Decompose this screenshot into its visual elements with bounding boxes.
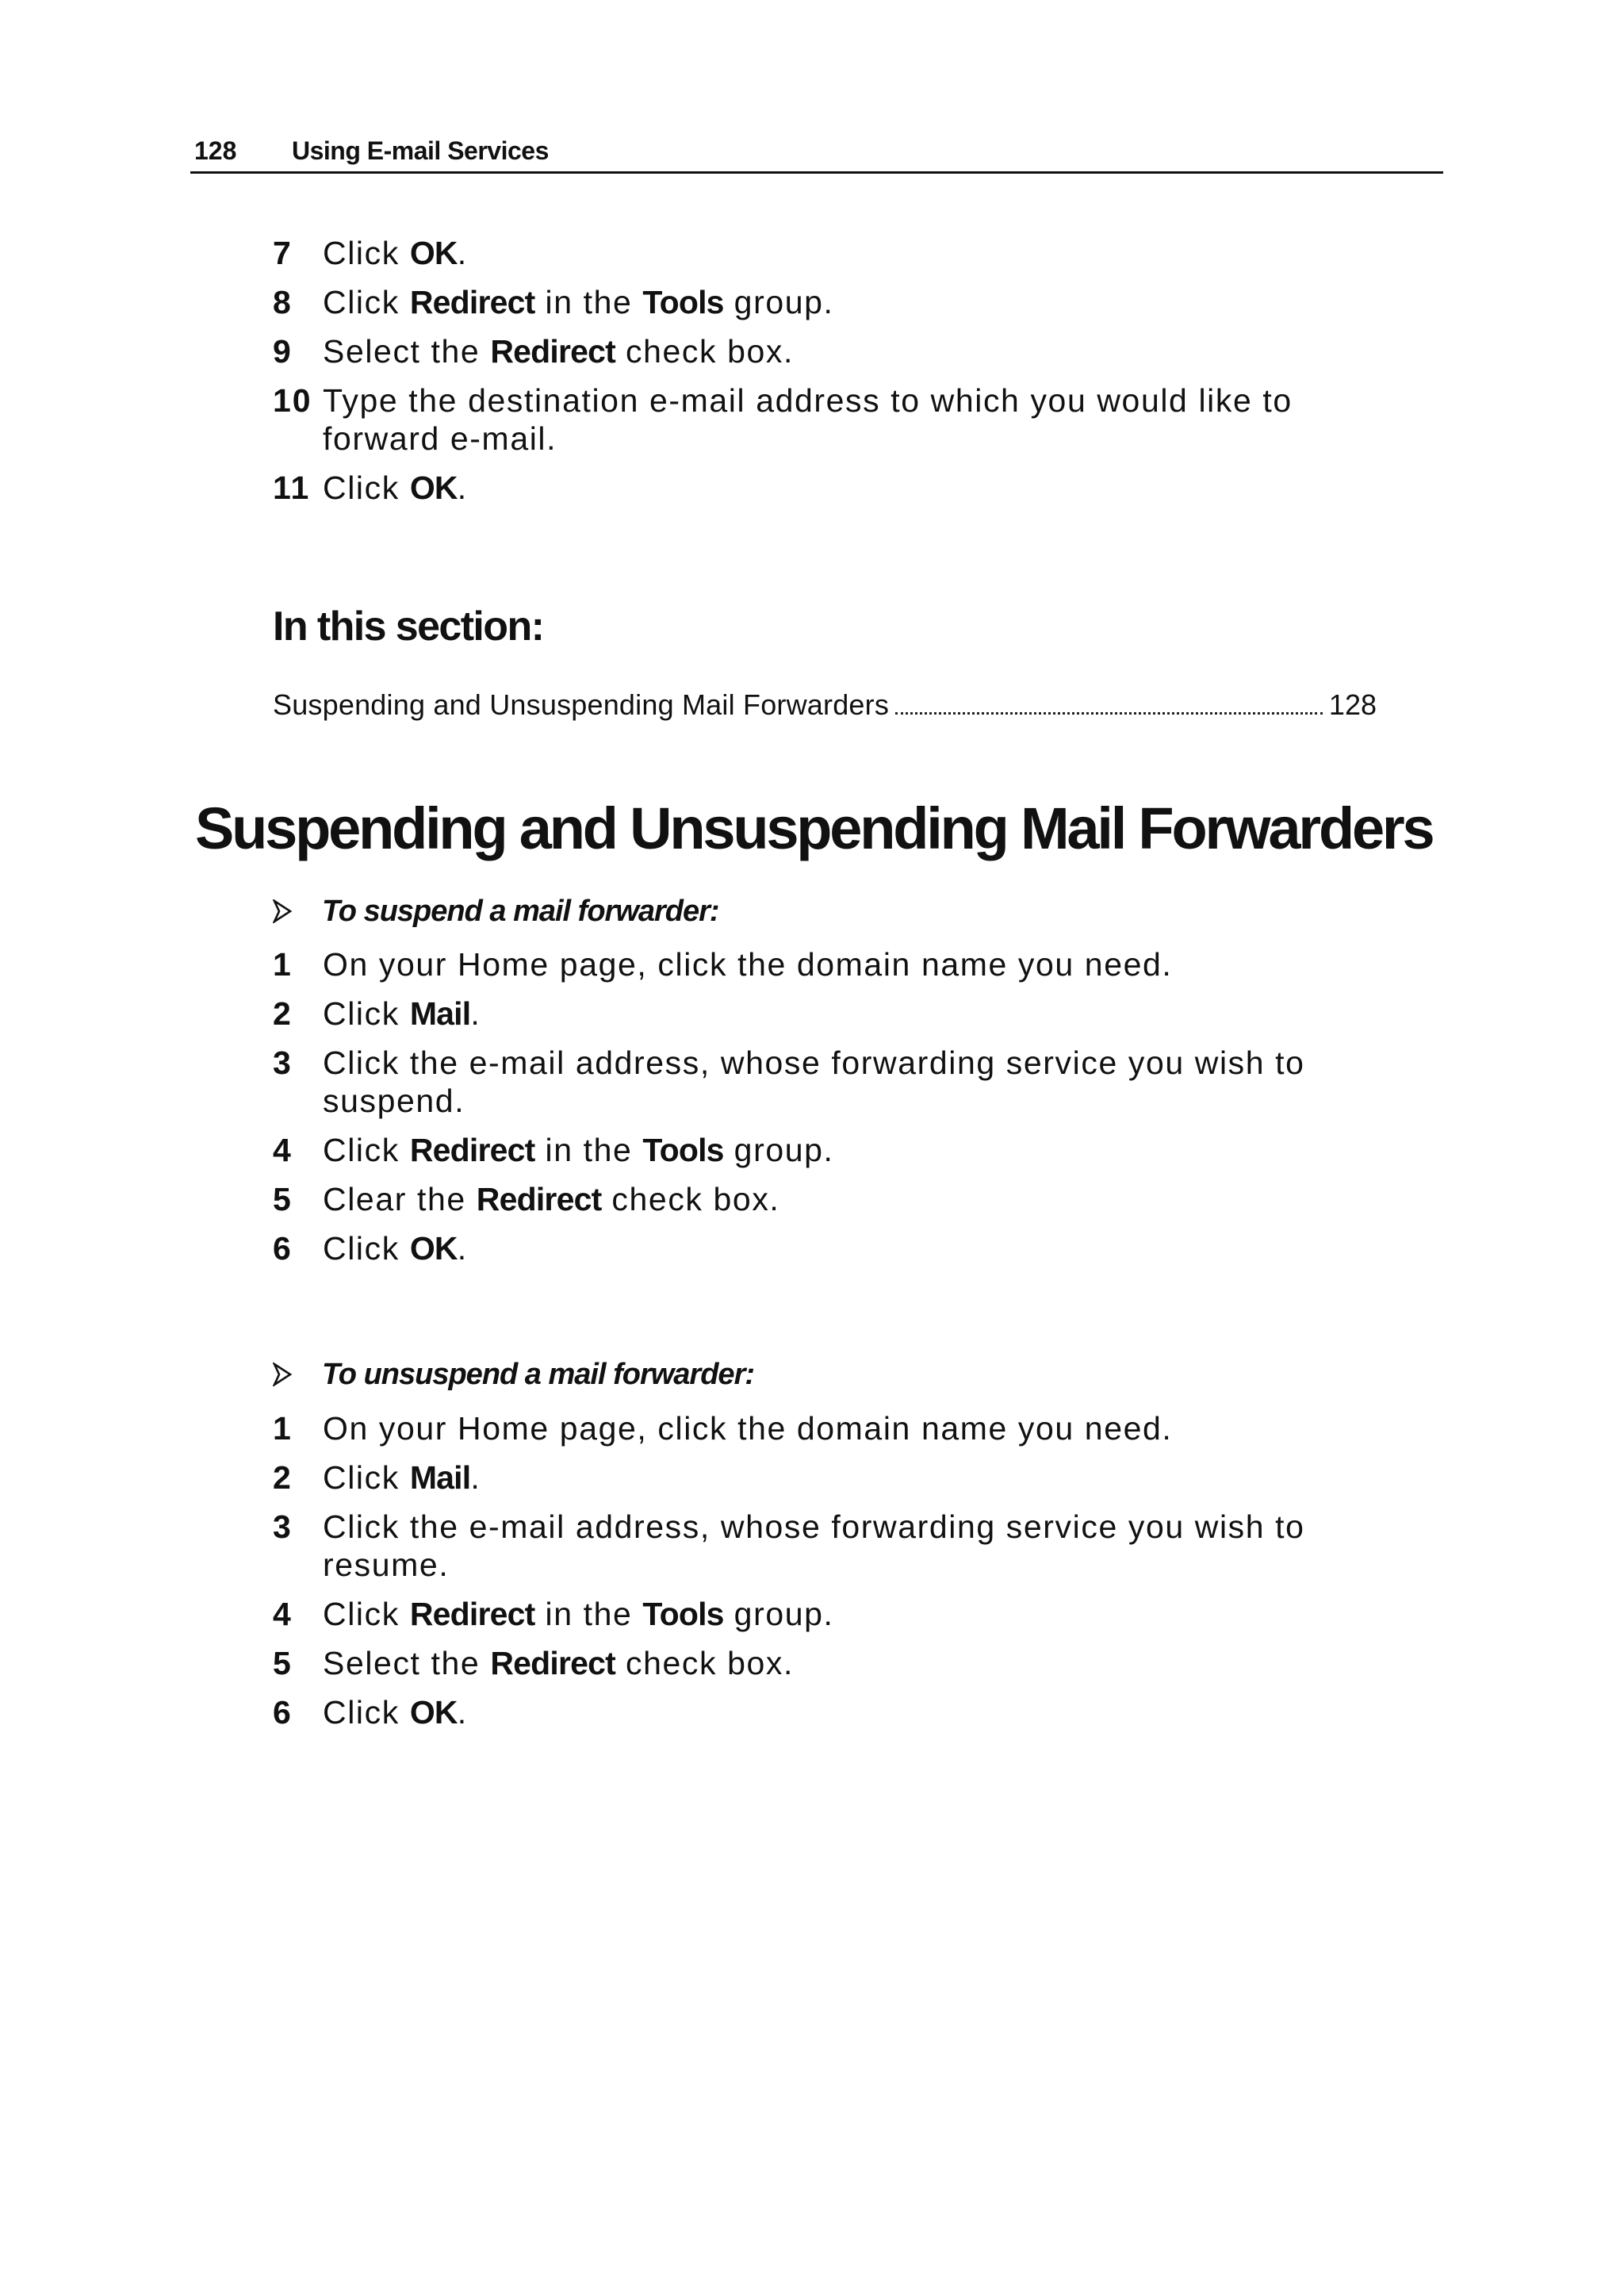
step-text: Click the e-mail address, whose forwarding service you wish to resume. xyxy=(323,1508,1305,1583)
list-item xyxy=(273,1458,1399,1508)
step-text: Click Redirect in the Tools group. xyxy=(323,284,834,320)
ui-term: Tools xyxy=(642,284,724,320)
list-item xyxy=(273,995,1399,1044)
step-text: Click Mail. xyxy=(323,1459,481,1496)
step-number: 1 xyxy=(273,946,292,983)
step-text: Click OK. xyxy=(323,1230,468,1267)
step-number: 4 xyxy=(273,1132,292,1168)
step-number: 11 xyxy=(273,470,311,506)
arrowhead-bullet-icon xyxy=(273,1363,292,1386)
step-number: 4 xyxy=(273,1596,292,1632)
procedure-title-suspend xyxy=(273,895,719,929)
step-text: Click Redirect in the Tools group. xyxy=(323,1596,834,1632)
list-item xyxy=(273,1180,1399,1229)
list-item xyxy=(273,1508,1399,1595)
list-item xyxy=(273,1131,1399,1180)
step-number: 3 xyxy=(273,1045,292,1081)
in-this-section-heading: In this section: xyxy=(273,604,544,650)
step-number: 7 xyxy=(273,235,292,271)
step-text: Click OK. xyxy=(323,235,468,271)
toc-entry[interactable] xyxy=(273,687,1377,723)
step-text: On your Home page, click the domain name you need. xyxy=(323,1410,1173,1447)
step-text: Click OK. xyxy=(323,470,468,506)
step-number: 10 xyxy=(273,382,312,419)
ui-term: Mail xyxy=(409,1459,471,1496)
step-text: Clear the Redirect check box. xyxy=(323,1181,780,1217)
list-item xyxy=(273,1595,1399,1644)
ui-term: OK xyxy=(409,470,458,506)
ui-term: OK xyxy=(409,1694,458,1731)
suspend-step-list xyxy=(273,945,1399,1278)
ui-term: Redirect xyxy=(490,333,616,370)
procedure-title-text: To unsuspend a mail forwarder: xyxy=(322,1358,755,1391)
step-text: On your Home page, click the domain name you need. xyxy=(323,946,1173,983)
step-text: Select the Redirect check box. xyxy=(323,333,794,370)
step-text: Click Mail. xyxy=(323,995,481,1032)
ui-term: OK xyxy=(409,235,458,271)
ui-term: Redirect xyxy=(409,1132,535,1168)
list-item xyxy=(273,381,1399,469)
running-header xyxy=(190,135,1443,174)
list-item xyxy=(273,332,1399,381)
ui-term: Redirect xyxy=(409,284,535,320)
continued-step-list xyxy=(273,234,1399,518)
step-number: 9 xyxy=(273,333,292,370)
unsuspend-step-list xyxy=(273,1409,1399,1742)
step-number: 2 xyxy=(273,1459,292,1496)
step-number: 6 xyxy=(273,1694,292,1731)
list-item xyxy=(273,1693,1399,1742)
chapter-title: Using E-mail Services xyxy=(292,136,549,165)
ui-term: Redirect xyxy=(409,1596,535,1632)
step-text: Select the Redirect check box. xyxy=(323,1645,794,1681)
step-text: Click OK. xyxy=(323,1694,468,1731)
list-item xyxy=(273,1044,1399,1131)
list-item xyxy=(273,1409,1399,1458)
arrowhead-bullet-icon xyxy=(273,899,292,923)
list-item xyxy=(273,1644,1399,1693)
ui-term: OK xyxy=(409,1230,458,1267)
list-item xyxy=(273,283,1399,332)
step-number: 2 xyxy=(273,995,292,1032)
ui-term: Mail xyxy=(409,995,471,1032)
step-number: 3 xyxy=(273,1508,292,1545)
ui-term: Redirect xyxy=(476,1181,602,1217)
list-item xyxy=(273,945,1399,995)
ui-term: Tools xyxy=(642,1596,724,1632)
toc-leader-dots xyxy=(895,688,1323,715)
toc-entry-text: Suspending and Unsuspending Mail Forwarders xyxy=(273,688,890,721)
procedure-title-unsuspend xyxy=(273,1358,754,1392)
step-text: Click the e-mail address, whose forwarding service you wish to suspend. xyxy=(323,1045,1305,1119)
list-item xyxy=(273,1229,1399,1278)
section-title: Suspending and Unsuspending Mail Forwarders xyxy=(195,795,1433,861)
ui-term: Tools xyxy=(642,1132,724,1168)
step-number: 1 xyxy=(273,1410,292,1447)
step-number: 5 xyxy=(273,1645,292,1681)
step-number: 6 xyxy=(273,1230,292,1267)
step-text: Type the destination e-mail address to which you would like to forward e-mail. xyxy=(323,382,1293,457)
list-item xyxy=(273,234,1399,283)
step-text: Click Redirect in the Tools group. xyxy=(323,1132,834,1168)
toc-entry-page: 128 xyxy=(1328,688,1377,721)
procedure-title-text: To suspend a mail forwarder: xyxy=(322,895,719,928)
list-item xyxy=(273,469,1399,518)
step-number: 5 xyxy=(273,1181,292,1217)
page-number: 128 xyxy=(194,136,237,165)
step-number: 8 xyxy=(273,284,292,320)
ui-term: Redirect xyxy=(490,1645,616,1681)
